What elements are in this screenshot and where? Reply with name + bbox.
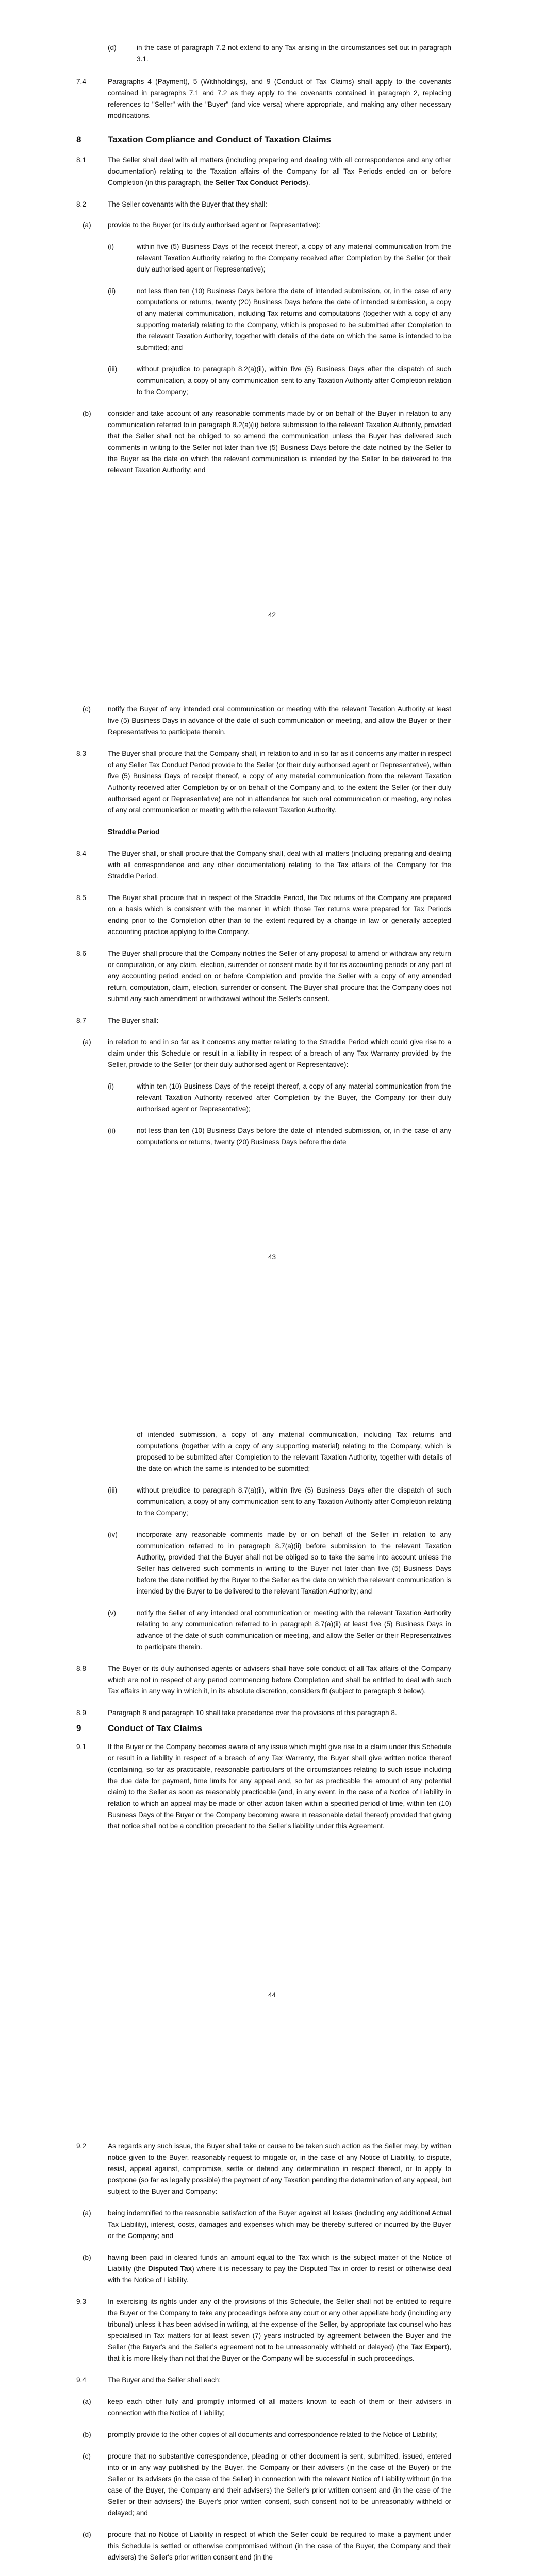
para-number: 8.9 xyxy=(76,1709,86,1717)
para-text: If the Buyer or the Company becomes aware of any issue which might give rise to a claim under this Schedule or result in a liability in respect of a breach of any Tax Warranty, the Buyer shall give written notice thereof (containing, so far as practicable, reasonable particulars of the circumstances relating to such issue including the due date for payment, time limits for any appeal and, so far as practicable the amount of any potential claim) to the Seller as soon as reasonably practicable (and, in any event, in the case of a Notice of Liability in relation to which an appeal may be made or other action taken within a specified period of time, within ten (10) Business Days of the Buyer or the Company becoming aware in reasonable detail thereof) provided that giving that notice shall not be a condition precedent to the Seller's liability under this Agreement. xyxy=(108,1743,451,1830)
para-text: The Buyer and the Seller shall each: xyxy=(108,2376,221,2384)
para-8-4 xyxy=(0,848,544,882)
para-number: 8.2 xyxy=(76,200,86,208)
page-number: 42 xyxy=(268,611,276,619)
para-number: 9.3 xyxy=(76,2298,86,2306)
para-9-4-c xyxy=(0,2451,544,2519)
para-9-1 xyxy=(0,1741,544,1832)
para-text: notify the Seller of any intended oral communication or meeting with the relevant Taxation Authority relating to any communication referred to in paragraph 8.7(a)(ii) at least five (5) Business Days in advance of the date of such communication or meeting, and allow the Seller or their Representatives to participate therein. xyxy=(137,1609,451,1651)
para-number: (a) xyxy=(83,2398,91,2405)
para-text: procure that no substantive correspondence, pleading or other document is sent, submitted, issued, entered into or in any way published by the Buyer, the Company or their advisers (in the case of the Buyer) or the Seller or its advisers (in the case of the Seller) in connection with the relevant Notice of Liability without (in the case of the Buyer, the Company and their advisers) the Seller's prior written consent and (in the case of the Seller or their advisers) the Buyer's prior written consent, such consent not to be unreasonably withheld or delayed; and xyxy=(108,2452,451,2517)
para-text: not less than ten (10) Business Days before the date of intended submission, or, in the case of any computations or returns, twenty (20) Business Days before the date of intended submission, a copy of any material communication, including Tax returns and computations (together with a copy of any supporting material) relating to the Company, which is proposed to be submitted after Completion to the relevant Taxation Authority, together with details of the date on which the same is intended to be submitted; and xyxy=(137,287,451,351)
para-number: (ii) xyxy=(108,1127,116,1134)
para-text: in the case of paragraph 7.2 not extend to any Tax arising in the circumstances set out in paragraph 3.1. xyxy=(137,44,451,63)
para-number: (c) xyxy=(83,2452,91,2460)
page-44 xyxy=(0,1406,544,2110)
para-8-9 xyxy=(0,1707,544,1719)
para-text: The Buyer shall: xyxy=(108,1016,159,1024)
para-text xyxy=(108,2252,451,2286)
para-text-b: ), that it is more likely than not that the Buyer or the Company will be successful in such proceedings. xyxy=(108,2343,451,2362)
para-9-4-b xyxy=(0,2429,544,2441)
para-text: Paragraph 8 and paragraph 10 shall take precedence over the provisions of this paragraph 8. xyxy=(108,1709,397,1717)
para-text: in relation to and in so far as it concerns any matter relating to the Straddle Period which could give rise to a claim under this Schedule or result in a liability in respect of a breach of any Tax Warranty provided by the Seller, provide to the Seller (or their duly authorised agent or Representative): xyxy=(108,1038,451,1069)
para-text-b: ). xyxy=(306,179,310,187)
para-8-7-a-i xyxy=(0,1081,544,1115)
para-number: (ii) xyxy=(108,287,116,295)
para-text: The Buyer shall procure that the Company shall, in relation to and in so far as it concerns any matter in respect of any Seller Tax Conduct Period provide to the Seller (or their duly authorised agent or Representative), within five (5) Business Days of receipt thereof, a copy of any material communication from the relevant Taxation Authority received after Completion by or on behalf of the Company and, to the extent the Seller (or their duly authorised agent or Representative) are not in attendance for such oral communication or meeting, any notes of any oral communication or meeting with the relevant Taxation Authority. xyxy=(108,750,451,814)
defined-term: Seller Tax Conduct Periods xyxy=(215,179,306,187)
para-number: (iv) xyxy=(108,1531,118,1538)
para-text-a: having been paid in cleared funds an amount equal to the Tax which is the subject matter of the Notice of Liability (the xyxy=(108,2253,451,2273)
para-number: 9.1 xyxy=(76,1743,86,1751)
para-number: (i) xyxy=(108,1082,114,1090)
para-8-3 xyxy=(0,748,544,816)
straddle-period-heading: Straddle Period xyxy=(108,828,160,836)
para-text: within five (5) Business Days of the receipt thereof, a copy of any material communication from the relevant Taxation Authority relating to the Company received after Completion by the Seller (or their duly authorised agent or Representative); xyxy=(137,243,451,273)
para-number: (b) xyxy=(83,2431,91,2438)
para-number: 9.2 xyxy=(76,2142,86,2150)
para-text: Paragraphs 4 (Payment), 5 (Withholdings), and 9 (Conduct of Tax Claims) shall apply to the covenants contained in paragraphs 7.1 and 7.2 as they apply to the covenants contained in paragraph 2, replacing references to "Seller" with the "Buyer" (and vice versa) where appropriate, and making any other necessary modifications. xyxy=(108,78,451,120)
para-8-8 xyxy=(0,1663,544,1697)
para-text: keep each other fully and promptly informed of all matters known to each of them or their advisers in connection with the Notice of Liability; xyxy=(108,2398,451,2417)
para-9-2-b xyxy=(0,2252,544,2286)
page-45 xyxy=(0,2110,544,2576)
para-number: (d) xyxy=(108,44,117,52)
para-8-7-a-v xyxy=(0,1607,544,1653)
para-text: incorporate any reasonable comments made by or on behalf of the Seller in relation to any communication referred to in paragraph 8.7(a)(ii) before submission to the relevant Taxation Authority, provided that the Buyer shall not be obliged so to take the same into account unless the Seller has delivered such comments in writing to the Buyer not later than five (5) Business Days before the date notified by the Buyer to the Seller as the date on which the relevant communication is intended by the Buyer to be delivered to the relevant Taxation Authority; and xyxy=(137,1531,451,1595)
para-8-2-a-ii xyxy=(0,285,544,353)
para-8-2-b xyxy=(0,408,544,476)
defined-term: Disputed Tax xyxy=(148,2265,192,2273)
page-number: 43 xyxy=(268,1253,276,1261)
para-text: The Buyer shall procure that the Company notifies the Seller of any proposal to amend or withdraw any return or computation, or any claim, election, surrender or consent made by it for its accounting periods or any part of any accounting period ended on or before Completion and provide the Seller with a copy of any amended return, computation, claim, election, surrender or consent. The Buyer shall procure that the Company does not submit any such amendment or withdrawal without the Seller's consent. xyxy=(108,950,451,1003)
para-text xyxy=(108,155,451,189)
para-8-5 xyxy=(0,892,544,938)
para-8-2-a xyxy=(0,219,544,231)
para-number: (c) xyxy=(83,705,91,713)
para-9-4-d xyxy=(0,2529,544,2563)
para-text: The Buyer shall procure that in respect of the Straddle Period, the Tax returns of the Company are prepared on a basis which is consistent with the manner in which those Tax returns were prepared for Tax Periods ending prior to the Completion other than to the extent required by a change in law or generally accepted accounting practice applying to the Company. xyxy=(108,894,451,936)
para-number: (b) xyxy=(83,2253,91,2261)
page-43 xyxy=(0,703,544,1406)
para-number: 8.8 xyxy=(76,1665,86,1672)
para-8-6 xyxy=(0,948,544,1005)
para-number: (v) xyxy=(108,1609,116,1617)
para-number: 8.3 xyxy=(76,750,86,757)
para-number: 8.1 xyxy=(76,156,86,164)
para-7-4 xyxy=(0,76,544,122)
para-number: 8.6 xyxy=(76,950,86,957)
para-text: provide to the Buyer (or its duly authorised agent or Representative): xyxy=(108,221,321,229)
para-9-3 xyxy=(0,2296,544,2364)
para-number: (a) xyxy=(83,1038,91,1046)
para-text: without prejudice to paragraph 8.7(a)(ii), within five (5) Business Days after the dispatch of such communication, a copy of any communication sent to any Taxation Authority after Completion relating to the Company; xyxy=(137,1486,451,1517)
para-8-2-a-i xyxy=(0,241,544,275)
page-number: 44 xyxy=(268,1991,276,1999)
para-8-7-a-ii-cont xyxy=(0,1429,544,1475)
para-number: (b) xyxy=(83,410,91,417)
para-text: within ten (10) Business Days of the receipt thereof, a copy of any material communication from the relevant Taxation Authority received after Completion by the Buyer, the Company (or their duly authorised agent or Representative); xyxy=(137,1082,451,1113)
para-text xyxy=(108,2296,451,2364)
para-number: (i) xyxy=(108,243,114,250)
para-text: The Buyer shall, or shall procure that the Company shall, deal with all matters (including preparing and dealing with all correspondence and any other documentation) relating to the Tax affairs of the Company for the Straddle Period. xyxy=(108,850,451,880)
page-42 xyxy=(0,0,544,703)
para-text: being indemnified to the reasonable satisfaction of the Buyer against all losses (including any additional Actual Tax Liability), interest, costs, damages and expenses which may be thereby suffered or incurred by the Buyer or the Company; and xyxy=(108,2209,451,2240)
para-8-7-a-iii xyxy=(0,1485,544,1519)
para-number: 8.5 xyxy=(76,894,86,902)
para-number: 9.4 xyxy=(76,2376,86,2384)
para-9-2 xyxy=(0,2141,544,2197)
para-text: The Buyer or its duly authorised agents or advisers shall have sole conduct of all Tax affairs of the Company which are not in respect of any period commencing before Completion and shall be entitled to deal with such Tax affairs in any way in which it, in its absolute discretion, considers fit (subject to paragraph 9 below). xyxy=(108,1665,451,1695)
para-7-3-d xyxy=(0,42,544,65)
heading-number: 8 xyxy=(76,134,81,144)
para-9-4-a xyxy=(0,2396,544,2419)
para-number: (a) xyxy=(83,2209,91,2217)
para-8-2-c xyxy=(0,704,544,738)
para-9-2-a xyxy=(0,2208,544,2242)
para-number: (d) xyxy=(83,2531,91,2538)
para-number: (iii) xyxy=(108,365,118,373)
para-text: notify the Buyer of any intended oral communication or meeting with the relevant Taxation Authority at least five (5) Business Days in advance of the date of such communication or meeting, and allow the Buyer or their Representatives to participate therein. xyxy=(108,705,451,736)
para-text: of intended submission, a copy of any material communication, including Tax returns and computations (together with a copy of any supporting material) relating to the Company, which is proposed to be submitted after Completion to the relevant Taxation Authority, together with details of the date on which the same is intended to be submitted; xyxy=(137,1431,451,1472)
para-text: without prejudice to paragraph 8.2(a)(ii), within five (5) Business Days after the dispatch of such communication, a copy of any communication sent to any Taxation Authority after Completion relation to the Company; xyxy=(137,365,451,396)
para-number: 8.4 xyxy=(76,850,86,857)
para-text-a: The Seller shall deal with all matters (including preparing and dealing with all correspondence and any other documentation) relating to the Taxation affairs of the Company for all Tax Periods ended on or before Completion (in this paragraph, the xyxy=(108,156,451,187)
para-8-1 xyxy=(0,155,544,189)
heading-9 xyxy=(0,1723,544,1734)
defined-term: Tax Expert xyxy=(411,2343,447,2351)
para-text: The Seller covenants with the Buyer that they shall: xyxy=(108,200,268,208)
para-number: (a) xyxy=(83,221,91,229)
heading-text: Taxation Compliance and Conduct of Taxation Claims xyxy=(108,134,331,144)
para-text: promptly provide to the other copies of all documents and correspondence related to the Notice of Liability; xyxy=(108,2431,438,2438)
para-8-7-a-ii xyxy=(0,1125,544,1148)
heading-number: 9 xyxy=(76,1723,81,1733)
para-8-2-a-iii xyxy=(0,364,544,398)
para-text-a: In exercising its rights under any of the provisions of this Schedule, the Seller shall not be entitled to require the Buyer or the Company to take any proceedings before any court or any other appellate body (including any tribunal) unless it has been advised in writing, at the expense of the Seller, by appropriate tax counsel who has specialised in Tax matters for at least seven (7) years instructed by agreement between the Buyer and the Seller (the Buyer's and the Seller's agreement not to be unreasonably withheld or delayed) (the xyxy=(108,2298,451,2351)
para-8-7 xyxy=(0,1015,544,1026)
para-9-4 xyxy=(0,2375,544,2386)
heading-8 xyxy=(0,134,544,145)
para-text-b: ) where it is necessary to pay the Disputed Tax in order to resist or otherwise deal with the Notice of Liability. xyxy=(108,2265,452,2284)
para-number: 8.7 xyxy=(76,1016,86,1024)
para-8-2 xyxy=(0,199,544,210)
para-text: procure that no Notice of Liability in respect of which the Seller could be required to make a payment under this Schedule is settled or otherwise compromised without (in the case of the Buyer, the Company and their advisers) the Seller's prior written consent and (in the xyxy=(108,2531,451,2561)
para-text: As regards any such issue, the Buyer shall take or cause to be taken such action as the Seller may, by written notice given to the Buyer, reasonably request to mitigate or, in the case of any Notice of Liability, to dispute, resist, appeal against, compromise, settle or defend any determination in respect thereof, or to apply to postpone (so far as legally possible) the payment of any Taxation pending the determination of any appeal, but subject to the Buyer and Company: xyxy=(108,2142,451,2195)
para-text: consider and take account of any reasonable comments made by or on behalf of the Buyer in relation to any communication referred to in paragraph 8.2(a)(ii) before submission to the relevant Taxation Authority, provided that the Seller shall not be obliged to so amend the communication unless the Buyer has delivered such comments in writing to the Seller not later than five (5) Business Days before the date notified by the Seller to the Buyer as the date on which the relevant communication is intended by the Seller to be delivered to the relevant Taxation Authority; and xyxy=(108,410,451,474)
para-8-7-a-iv xyxy=(0,1529,544,1597)
para-8-7-a xyxy=(0,1037,544,1071)
para-number: (iii) xyxy=(108,1486,118,1494)
heading-text: Conduct of Tax Claims xyxy=(108,1723,202,1733)
para-text: not less than ten (10) Business Days before the date of intended submission, or, in the case of any computations or returns, twenty (20) Business Days before the date xyxy=(137,1127,451,1146)
para-number: 7.4 xyxy=(76,78,86,86)
